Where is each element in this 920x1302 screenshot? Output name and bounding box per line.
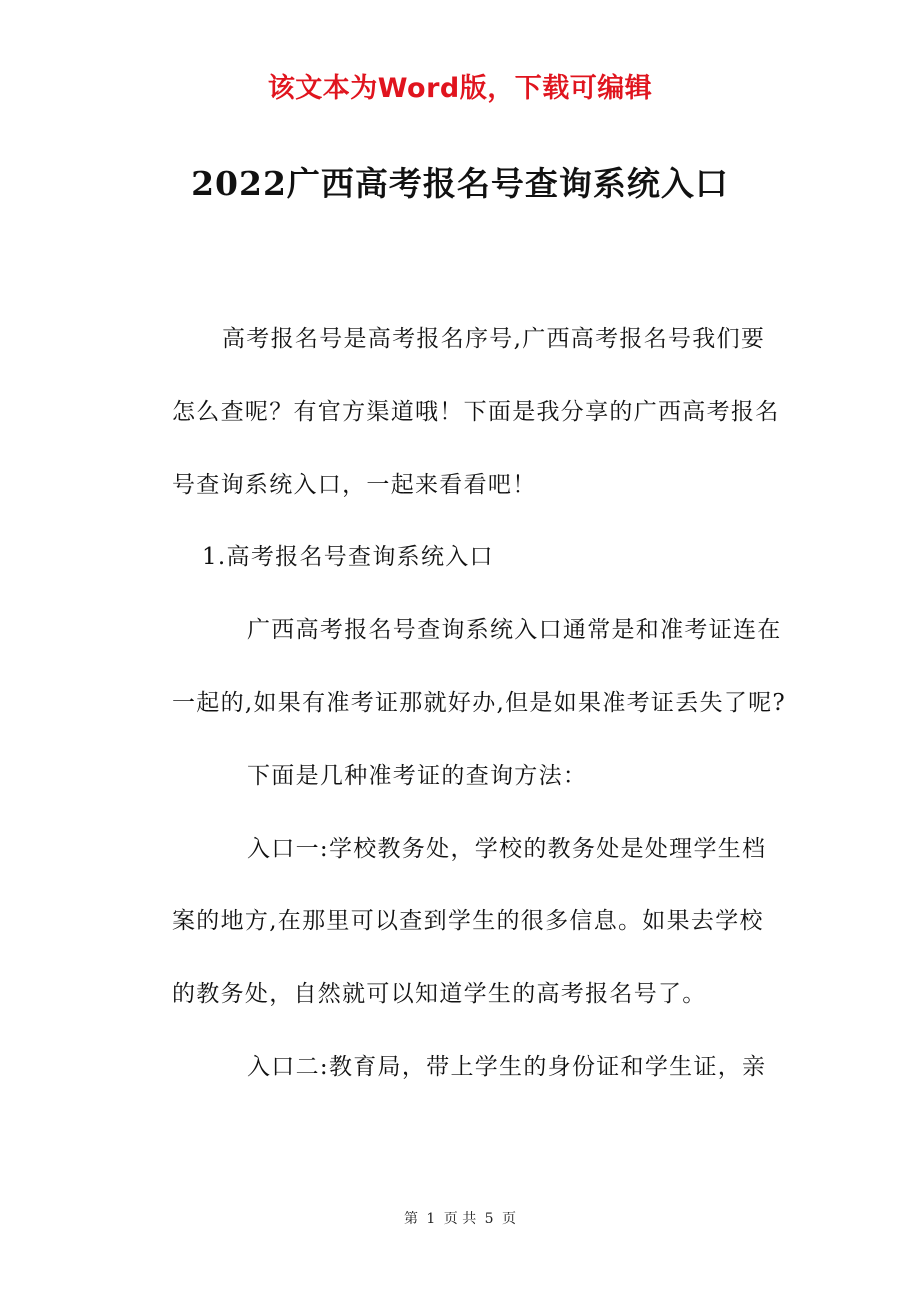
page-prefix: 第 bbox=[403, 1211, 418, 1227]
document-body bbox=[172, 303, 787, 1104]
total-pages-number: 5 bbox=[484, 1211, 494, 1227]
paragraph-intro: 高考报名号是高考报名序号,广西高考报名号我们要怎么查呢？有官方渠道哦！下面是我分享的广西高考报名号查询系统入口，一起来看看吧！ bbox=[172, 326, 780, 498]
paragraph-methods-intro: 下面是几种准考证的查询方法： bbox=[247, 762, 588, 789]
paragraph-entry-one: 入口一:学校教务处，学校的教务处是处理学生档案的地方,在那里可以查到学生的很多信息。如果去学校的教务处，自然就可以知道学生的高考报名号了。 bbox=[172, 835, 767, 1008]
current-page-number: 1 bbox=[426, 1211, 436, 1227]
paragraph-entry-two: 入口二:教育局，带上学生的身份证和学生证，亲 bbox=[247, 1053, 767, 1080]
word-version-banner: 该文本为Word版，下载可编辑 bbox=[267, 73, 653, 104]
page-mid: 页 共 bbox=[443, 1211, 477, 1227]
section-heading: 1.高考报名号查询系统入口 bbox=[202, 544, 494, 571]
page-suffix: 页 bbox=[502, 1211, 517, 1227]
paragraph-entry-info: 广西高考报名号查询系统入口通常是和准考证连在一起的,如果有准考证那就好办,但是如果准考证丢失了呢? bbox=[172, 617, 787, 716]
document-title: 2022广西高考报名号查询系统入口 bbox=[191, 164, 729, 203]
page-footer bbox=[0, 1208, 920, 1228]
